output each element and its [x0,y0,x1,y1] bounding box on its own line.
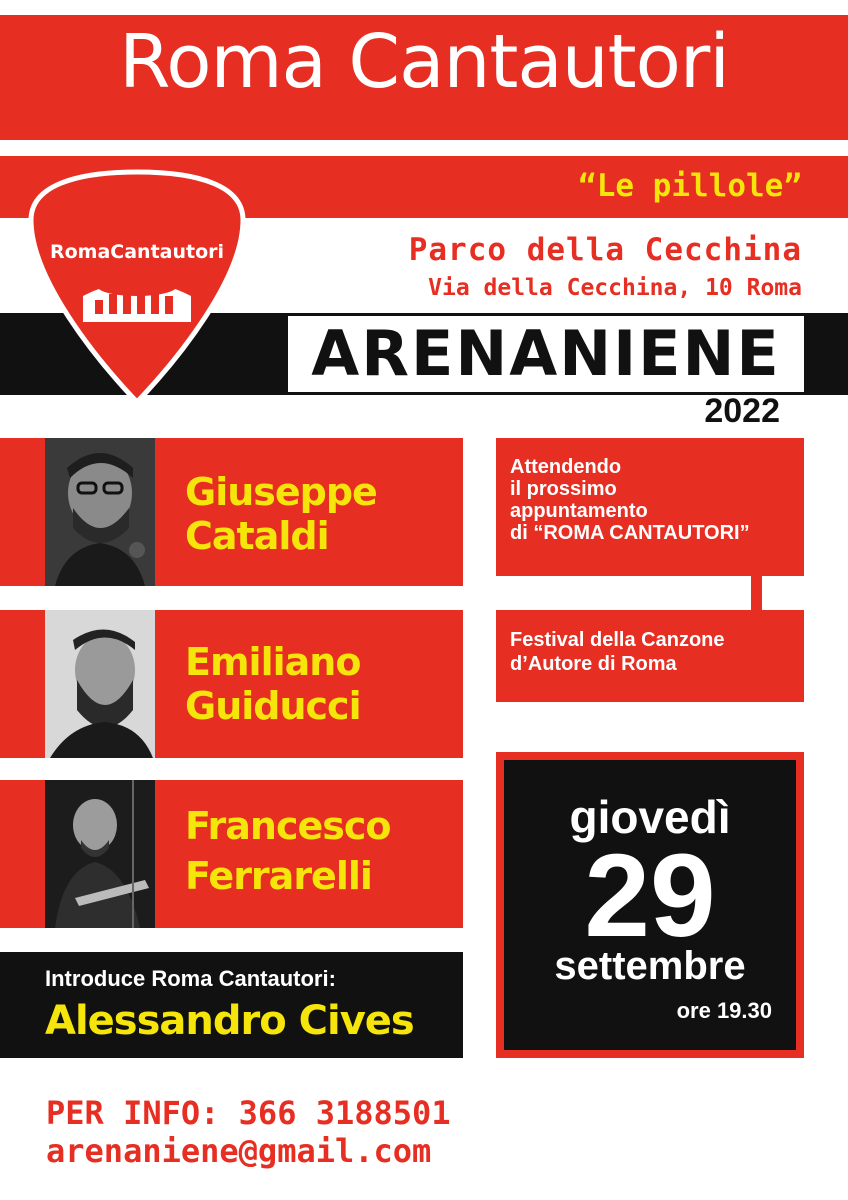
guitar-pick-logo [25,168,249,406]
date-month: settembre [554,944,746,988]
festival-line: Festival della Canzone [510,629,725,651]
artist-last-name: Cataldi [185,514,329,558]
festival-text [510,628,800,676]
date-day: 29 [584,830,716,962]
venue-address: Via della Cecchina, 10 Roma [428,275,802,301]
info-line: di “ROMA CANTAUTORI” [510,522,750,544]
info-line: il prossimo [510,478,617,500]
footer-phone: PER INFO: 366 3188501 [46,1094,451,1132]
artist-last-name: Ferrarelli [185,854,372,898]
footer-email[interactable]: arenaniene@gmail.com [46,1132,432,1170]
venue-name: Parco della Cecchina [408,232,802,268]
artist-first-name: Giuseppe [185,470,377,514]
page-title: Roma Cantautori [119,19,729,105]
info-line: Attendendo [510,456,622,478]
artist-photo [45,610,155,758]
intro-label: Introduce Roma Cantautori: [45,966,336,991]
arena-logo-text: ARENANIENE [311,317,781,390]
event-year: 2022 [704,392,780,430]
date-time: ore 19.30 [676,998,772,1023]
artist-first-name: Francesco [185,804,391,848]
date-weekday: giovedì [569,791,731,843]
connector-line [751,576,762,610]
artist-last-name: Guiducci [185,684,361,728]
logo-text: RomaCantautori [49,241,225,263]
artist-first-name: Emiliano [185,640,361,684]
artist-photo [45,780,155,928]
artist-photo [45,438,155,586]
info-text [510,456,800,544]
festival-line: d’Autore di Roma [510,653,677,675]
event-subtitle: “Le pillole” [578,168,802,204]
intro-name: Alessandro Cives [45,998,414,1044]
info-line: appuntamento [510,500,648,522]
